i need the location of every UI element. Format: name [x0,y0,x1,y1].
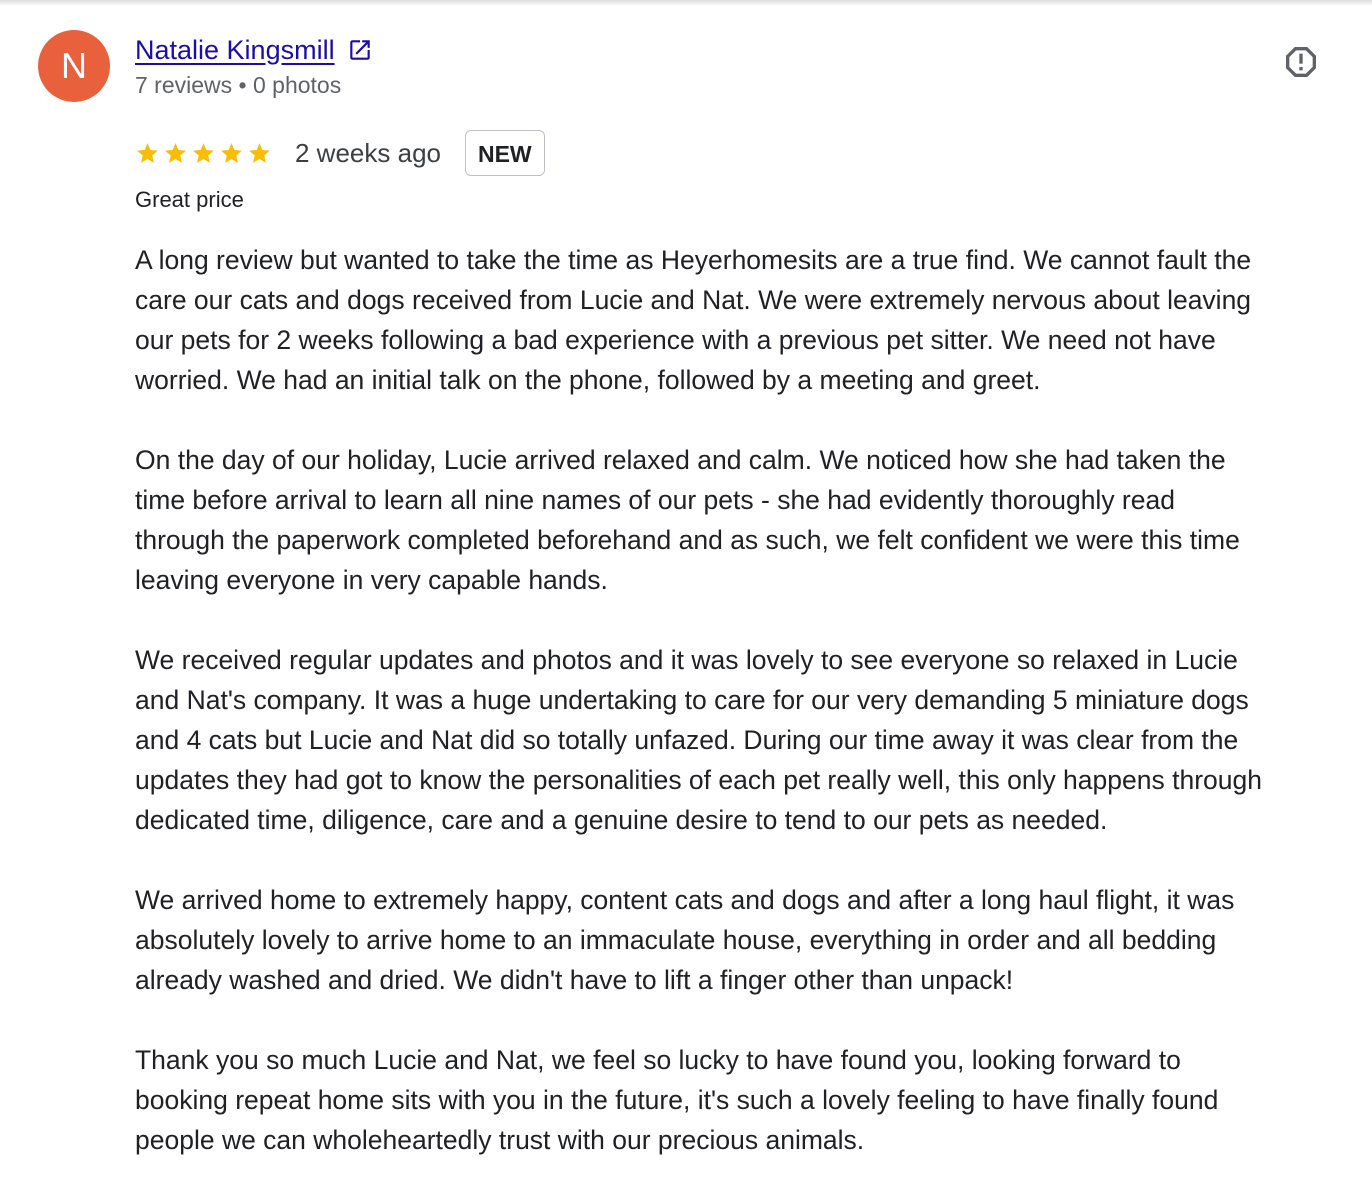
review-text-line: Thank you so much Lucie and Nat, we feel so lucky to have found you, looking forward to [135,1045,1181,1075]
review-text-line: leaving everyone in very capable hands. [135,565,608,595]
review-paragraph [135,240,1347,400]
review-paragraph [135,1040,1347,1160]
star-rating [135,141,275,166]
review-text-line: our pets for 2 weeks following a bad experience with a previous pet sitter. We need not have [135,325,1216,355]
review-text-line: updates they had got to know the personalities of each pet really well, this only happens through [135,765,1262,795]
review-text-line: care our cats and dogs received from Lucie and Nat. We were extremely nervous about leaving [135,285,1252,315]
review-text-line: and 4 cats but Lucie and Nat did so totally unfazed. During our time away it was clear from the [135,725,1239,755]
review-text-line: dedicated time, diligence, care and a genuine desire to tend to our pets as needed. [135,805,1108,835]
new-badge: NEW [465,130,545,176]
review-text-line: people we can wholeheartedly trust with our precious animals. [135,1125,865,1155]
review-paragraph [135,640,1347,840]
star-icon [247,141,272,166]
star-icon [163,141,188,166]
review-text-line: already washed and dried. We didn't have to lift a finger other than unpack! [135,965,1014,995]
review-paragraph [135,440,1347,600]
author-name-link[interactable]: Natalie Kingsmill [135,34,335,65]
review-time: 2 weeks ago [295,137,441,168]
review-text-line: A long review but wanted to take the time as Heyerhomesits are a true find. We cannot fault the [135,245,1252,275]
review-text-line: time before arrival to learn all nine names of our pets - she had evidently thoroughly read [135,485,1175,515]
review-paragraph [135,880,1347,1000]
review-text-line: We received regular updates and photos and it was lovely to see everyone so relaxed in Lucie [135,645,1238,675]
avatar[interactable]: N [38,30,110,102]
review-highlight: Great price [135,187,244,212]
rating-row [135,128,545,178]
review-body [135,240,1347,1200]
top-shadow-divider [0,0,1372,6]
author-meta: 7 reviews • 0 photos [135,72,342,98]
review-text-line: worried. We had an initial talk on the phone, followed by a meeting and greet. [135,365,1041,395]
author-line [135,33,373,67]
review-text-line: absolutely lovely to arrive home to an immaculate house, everything in order and all bedding [135,925,1217,955]
external-link-icon[interactable] [347,37,373,63]
review-text-line: and Nat's company. It was a huge undertaking to care for our very demanding 5 miniature dogs [135,685,1249,715]
star-icon [191,141,216,166]
report-icon[interactable] [1281,42,1321,82]
review-text-line: We arrived home to extremely happy, content cats and dogs and after a long haul flight, it was [135,885,1235,915]
star-icon [135,141,160,166]
review-text-line: On the day of our holiday, Lucie arrived relaxed and calm. We noticed how she had taken the [135,445,1226,475]
review-text-line: booking repeat home sits with you in the future, it's such a lovely feeling to have finally found [135,1085,1219,1115]
review-text-line: through the paperwork completed beforehand and as such, we felt confident we were this time [135,525,1240,555]
star-icon [219,141,244,166]
